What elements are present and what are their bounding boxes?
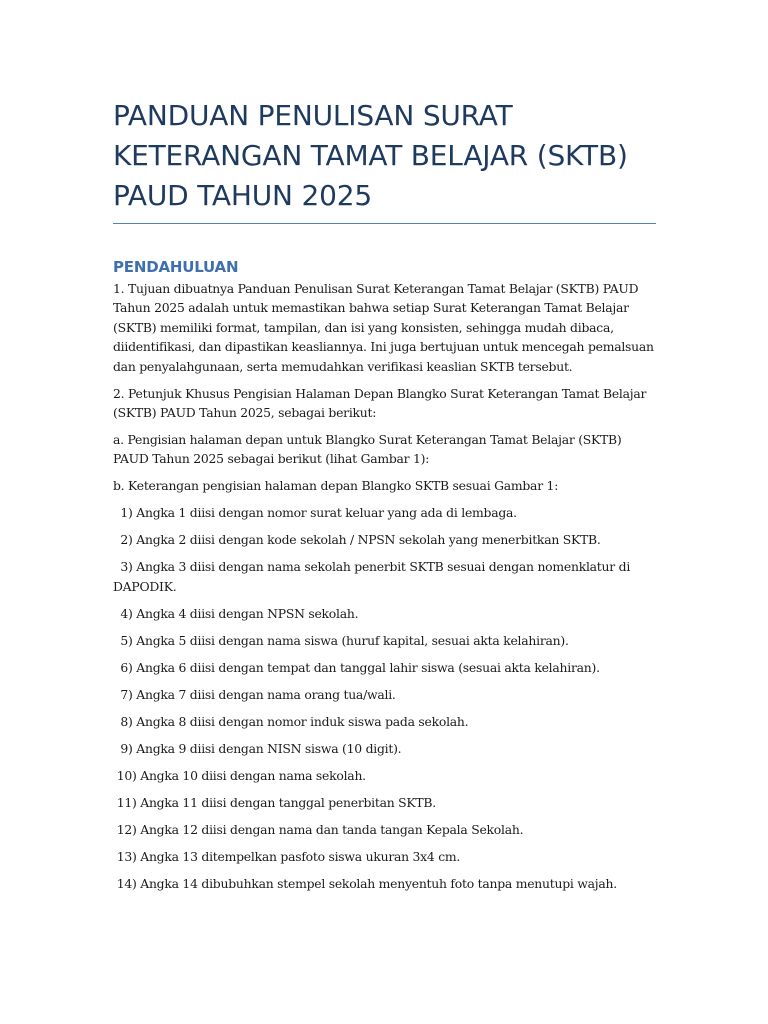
list-item-text: 7) Angka 7 diisi dengan nama orang tua/wali. xyxy=(120,686,396,702)
list-item xyxy=(113,685,656,704)
list-item-text: 4) Angka 4 diisi dengan NPSN sekolah. xyxy=(120,605,359,621)
list-item xyxy=(113,847,656,866)
list-item-text: 1) Angka 1 diisi dengan nomor surat keluar yang ada di lembaga. xyxy=(120,505,517,521)
list-item xyxy=(113,739,656,758)
list-item xyxy=(113,658,656,677)
paragraph-purpose: 1. Tujuan dibuatnya Panduan Penulisan Surat Keterangan Tamat Belajar (SKTB) PAUD Tahun 2025 adalah untuk memastikan bahwa setiap Surat Keterangan Tamat Belajar (SKTB) memiliki format, tampilan, dan isi yang konsisten, sehingga mudah dibaca, diidentifikasi, dan dipastikan keasliannya. Ini juga bertujuan untuk mencegah pemalsuan dan penyalahgunaan, serta memudahkan verifikasi keaslian SKTB tersebut. xyxy=(113,281,654,374)
list-item-text: 3) Angka 3 diisi dengan nama sekolah penerbit SKTB sesuai dengan nomenklatur di DAPODIK. xyxy=(113,559,631,594)
list-item-text: 14) Angka 14 dibubuhkan stempel sekolah menyentuh foto tanpa menutupi wajah. xyxy=(116,875,617,891)
list-item xyxy=(113,530,656,549)
list-item-text: 12) Angka 12 diisi dengan nama dan tanda tangan Kepala Sekolah. xyxy=(116,821,524,837)
document-body xyxy=(113,279,656,893)
list-item xyxy=(113,712,656,731)
list-item xyxy=(113,557,656,596)
list-item xyxy=(113,604,656,623)
list-item-text: 9) Angka 9 diisi dengan NISN siswa (10 digit). xyxy=(120,740,402,756)
list-item xyxy=(113,631,656,650)
list-item-text: 5) Angka 5 diisi dengan nama siswa (huruf kapital, sesuai akta kelahiran). xyxy=(120,632,569,648)
list-item-text: 10) Angka 10 diisi dengan nama sekolah. xyxy=(116,767,366,783)
paragraph-instructions: 2. Petunjuk Khusus Pengisian Halaman Depan Blangko Surat Keterangan Tamat Belajar (SKTB) PAUD Tahun 2025, sebagai berikut: xyxy=(113,385,647,421)
paragraph-front-page: a. Pengisian halaman depan untuk Blangko Surat Keterangan Tamat Belajar (SKTB) PAUD Tahun 2025 sebagai berikut (lihat Gambar 1): xyxy=(113,432,622,467)
list-item xyxy=(113,503,656,522)
document-title: PANDUAN PENULISAN SURAT KETERANGAN TAMAT BELAJAR (SKTB) PAUD TAHUN 2025 xyxy=(113,99,628,212)
list-item xyxy=(113,793,656,812)
list-item xyxy=(113,874,656,893)
list-item-text: 2) Angka 2 diisi dengan kode sekolah / NPSN sekolah yang menerbitkan SKTB. xyxy=(120,532,601,548)
list-item xyxy=(113,820,656,839)
title-divider xyxy=(113,223,656,224)
document-page xyxy=(113,0,656,901)
list-item xyxy=(113,766,656,785)
list-item-text: 13) Angka 13 ditempelkan pasfoto siswa ukuran 3x4 cm. xyxy=(116,848,461,864)
list-item-text: 6) Angka 6 diisi dengan tempat dan tanggal lahir siswa (sesuai akta kelahiran). xyxy=(120,659,600,675)
paragraph-legend-intro: b. Keterangan pengisian halaman depan Blangko SKTB sesuai Gambar 1: xyxy=(113,478,559,494)
list-item-text: 11) Angka 11 diisi dengan tanggal penerbitan SKTB. xyxy=(116,794,436,810)
section-heading: PENDAHULUAN xyxy=(113,258,239,276)
list-item-text: 8) Angka 8 diisi dengan nomor induk siswa pada sekolah. xyxy=(120,713,469,729)
legend-list xyxy=(113,503,656,893)
